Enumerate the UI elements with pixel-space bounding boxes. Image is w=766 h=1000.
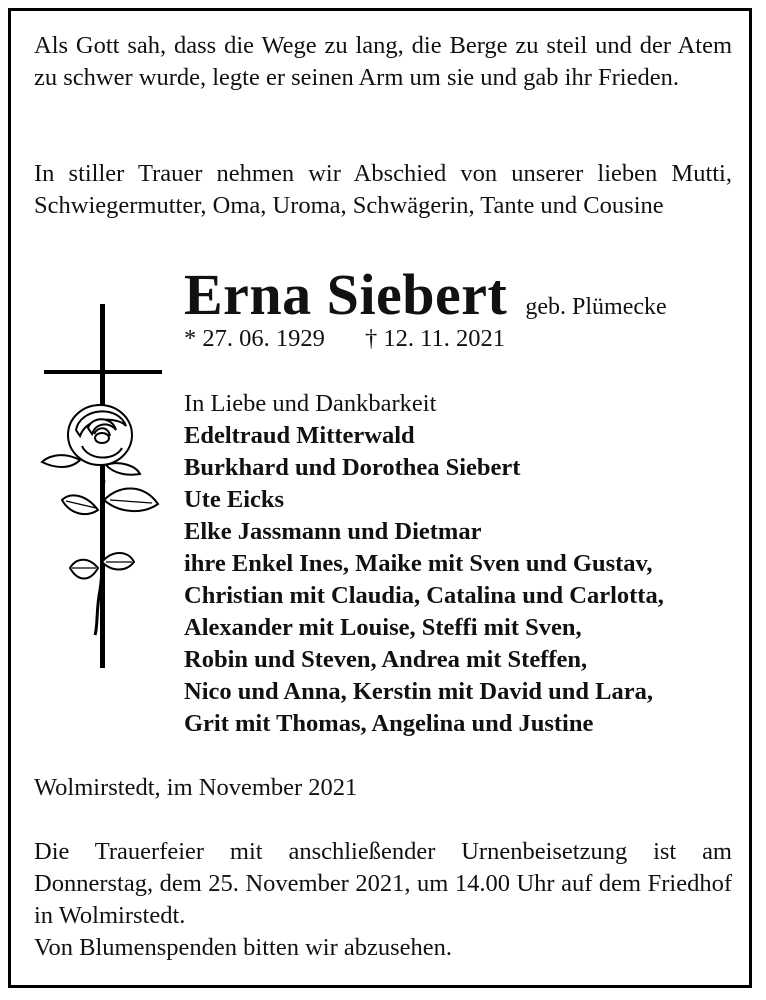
mourner-line: Edeltraud Mitterwald: [184, 422, 415, 449]
mourners-list: [184, 388, 664, 740]
mourner-line: Christian mit Claudia, Catalina und Carlotta,: [184, 582, 664, 609]
cross-with-rose-icon: [40, 300, 170, 672]
flowers-note: Von Blumenspenden bitten wir abzusehen.: [34, 934, 453, 961]
mourner-line: Ute Eicks: [184, 486, 285, 513]
poem-text: Als Gott sah, dass die Wege zu lang, die Berge zu steil und der Atem zu schwer wurde, legte er seinen Arm um sie und gab ihr Frieden.: [34, 32, 732, 91]
mourner-line: Nico und Anna, Kerstin mit David und Lara,: [184, 678, 653, 705]
mourner-line: Robin und Steven, Andrea mit Steffen,: [184, 646, 588, 673]
mourner-line: Burkhard und Dorothea Siebert: [184, 454, 521, 481]
deceased-heading: [184, 262, 667, 328]
mourner-line: Elke Jassmann und Dietmar: [184, 518, 482, 545]
birth-date: * 27. 06. 1929: [184, 325, 325, 352]
intro-text: In stiller Trauer nehmen wir Abschied von unserer lieben Mutti, Schwiegermutter, Oma, Uroma, Schwägerin, Tante und Cousine: [34, 160, 732, 219]
place-date: Wolmirstedt, im November 2021: [34, 774, 358, 801]
maiden-name: geb. Plümecke: [525, 294, 667, 320]
funeral-text: Die Trauerfeier mit anschließender Urnenbeisetzung ist am Donnerstag, dem 25. November 2021, um 14.00 Uhr auf dem Friedhof in Wolmirstedt.: [34, 838, 732, 929]
deceased-name: Erna Siebert: [184, 262, 508, 327]
mourner-line: Alexander mit Louise, Steffi mit Sven,: [184, 614, 582, 641]
mourner-line: Grit mit Thomas, Angelina und Justine: [184, 710, 594, 737]
life-dates: [184, 323, 505, 355]
death-date: † 12. 11. 2021: [365, 325, 505, 352]
mourners-intro: In Liebe und Dankbarkeit: [184, 390, 437, 417]
mourner-line: ihre Enkel Ines, Maike mit Sven und Gustav,: [184, 550, 653, 577]
funeral-info: [34, 836, 732, 964]
